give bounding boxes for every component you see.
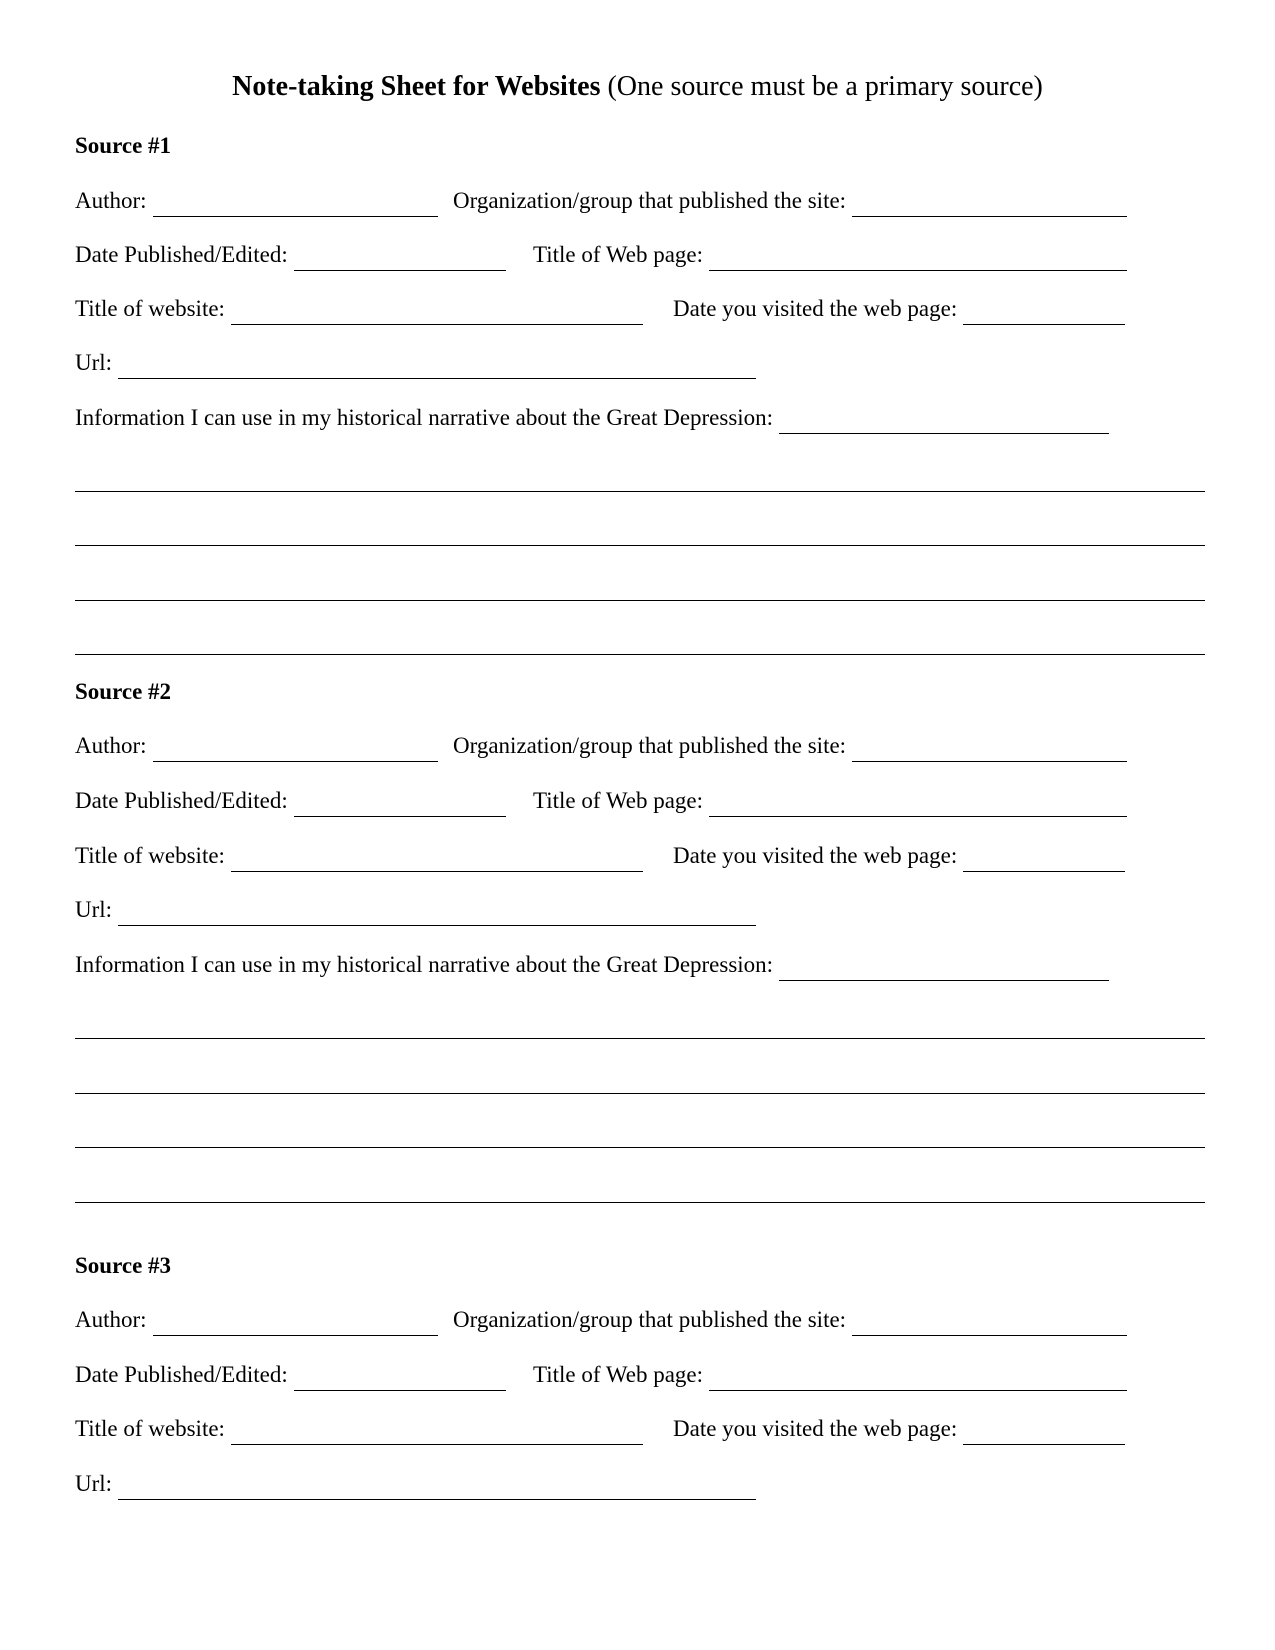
source-1-date-visited-field[interactable] — [673, 293, 1125, 325]
source-2-title-web-page-field[interactable] — [533, 785, 1127, 817]
source-3-row-date-published — [75, 1359, 1205, 1391]
date-visited-label: Date you visited the web page: — [673, 1416, 958, 1441]
source-1-row-title-website — [75, 293, 1205, 325]
source-2-date-visited-field[interactable] — [673, 840, 1125, 872]
source-3-date-visited-field[interactable] — [673, 1413, 1125, 1445]
page-title — [0, 70, 1275, 104]
title-web-page-label: Title of Web page: — [533, 1362, 703, 1387]
title-web-page-blank[interactable] — [709, 794, 1127, 817]
author-label: Author: — [75, 188, 147, 213]
source-2-notes-line-2[interactable] — [75, 1073, 1205, 1094]
source-2-organization-field[interactable] — [453, 730, 1127, 762]
date-visited-blank[interactable] — [963, 1422, 1125, 1445]
url-label: Url: — [75, 350, 113, 375]
date-visited-label: Date you visited the web page: — [673, 296, 958, 321]
title-website-label: Title of website: — [75, 296, 225, 321]
source-3-row-author — [75, 1304, 1205, 1336]
title-web-page-blank[interactable] — [709, 248, 1127, 271]
source-3-title-website-field[interactable] — [75, 1413, 643, 1445]
author-blank[interactable] — [153, 739, 438, 762]
url-blank[interactable] — [118, 1477, 756, 1500]
title-website-blank[interactable] — [231, 1422, 643, 1445]
organization-label: Organization/group that published the site: — [453, 1307, 847, 1332]
title-web-page-blank[interactable] — [709, 1368, 1127, 1391]
source-3-title-web-page-field[interactable] — [533, 1359, 1127, 1391]
author-blank[interactable] — [153, 194, 438, 217]
source-1-organization-field[interactable] — [453, 185, 1127, 217]
source-2-row-author — [75, 730, 1205, 762]
source-2-notes-line-3[interactable] — [75, 1127, 1205, 1148]
date-published-label: Date Published/Edited: — [75, 788, 288, 813]
url-label: Url: — [75, 897, 113, 922]
url-blank[interactable] — [118, 903, 756, 926]
source-1-heading: Source #1 — [75, 133, 172, 158]
page-title-subtitle: (One source must be a primary source) — [607, 71, 1043, 102]
source-1-row-date-published — [75, 239, 1205, 271]
source-2-date-published-field[interactable] — [75, 785, 506, 817]
source-1-row-url — [75, 347, 1205, 379]
source-3-author-field[interactable] — [75, 1304, 438, 1336]
source-2-information-field[interactable] — [75, 949, 1109, 981]
source-1-row-author — [75, 185, 1205, 217]
information-blank[interactable] — [779, 958, 1109, 981]
source-1-row-information — [75, 402, 1205, 434]
source-1-url-field[interactable] — [75, 347, 756, 379]
date-published-blank[interactable] — [294, 1368, 506, 1391]
date-visited-blank[interactable] — [963, 302, 1125, 325]
information-label: Information I can use in my historical narrative about the Great Depression: — [75, 405, 774, 430]
page-title-main: Note-taking Sheet for Websites — [232, 71, 601, 102]
source-3-row-title-website — [75, 1413, 1205, 1445]
source-1-title-web-page-field[interactable] — [533, 239, 1127, 271]
title-website-blank[interactable] — [231, 302, 643, 325]
organization-label: Organization/group that published the site: — [453, 188, 847, 213]
source-3-url-field[interactable] — [75, 1468, 756, 1500]
source-1-date-published-field[interactable] — [75, 239, 506, 271]
source-2-row-information — [75, 949, 1205, 981]
source-3-heading: Source #3 — [75, 1253, 172, 1278]
source-1-title-website-field[interactable] — [75, 293, 643, 325]
date-visited-blank[interactable] — [963, 849, 1125, 872]
date-published-blank[interactable] — [294, 248, 506, 271]
author-label: Author: — [75, 733, 147, 758]
information-label: Information I can use in my historical narrative about the Great Depression: — [75, 952, 774, 977]
source-3-organization-field[interactable] — [453, 1304, 1127, 1336]
author-blank[interactable] — [153, 1313, 438, 1336]
source-2-row-url — [75, 894, 1205, 926]
organization-blank[interactable] — [852, 1313, 1127, 1336]
source-1-notes-line-3[interactable] — [75, 580, 1205, 601]
date-published-blank[interactable] — [294, 794, 506, 817]
source-2-author-field[interactable] — [75, 730, 438, 762]
source-2-title-website-field[interactable] — [75, 840, 643, 872]
date-published-label: Date Published/Edited: — [75, 242, 288, 267]
title-web-page-label: Title of Web page: — [533, 788, 703, 813]
title-website-blank[interactable] — [231, 849, 643, 872]
information-blank[interactable] — [779, 411, 1109, 434]
source-3-row-url — [75, 1468, 1205, 1500]
organization-blank[interactable] — [852, 194, 1127, 217]
source-1-notes-line-2[interactable] — [75, 525, 1205, 546]
url-blank[interactable] — [118, 356, 756, 379]
source-2-heading: Source #2 — [75, 679, 172, 704]
source-3-date-published-field[interactable] — [75, 1359, 506, 1391]
source-2-row-date-published — [75, 785, 1205, 817]
source-2-notes-line-1[interactable] — [75, 1018, 1205, 1039]
source-2-url-field[interactable] — [75, 894, 756, 926]
title-website-label: Title of website: — [75, 1416, 225, 1441]
source-1-notes-line-1[interactable] — [75, 471, 1205, 492]
source-2-notes-line-4[interactable] — [75, 1182, 1205, 1203]
source-1-notes-line-4[interactable] — [75, 634, 1205, 655]
source-2-row-title-website — [75, 840, 1205, 872]
title-website-label: Title of website: — [75, 843, 225, 868]
date-published-label: Date Published/Edited: — [75, 1362, 288, 1387]
source-1-author-field[interactable] — [75, 185, 438, 217]
organization-blank[interactable] — [852, 739, 1127, 762]
source-1-information-field[interactable] — [75, 402, 1109, 434]
date-visited-label: Date you visited the web page: — [673, 843, 958, 868]
url-label: Url: — [75, 1471, 113, 1496]
title-web-page-label: Title of Web page: — [533, 242, 703, 267]
author-label: Author: — [75, 1307, 147, 1332]
organization-label: Organization/group that published the site: — [453, 733, 847, 758]
